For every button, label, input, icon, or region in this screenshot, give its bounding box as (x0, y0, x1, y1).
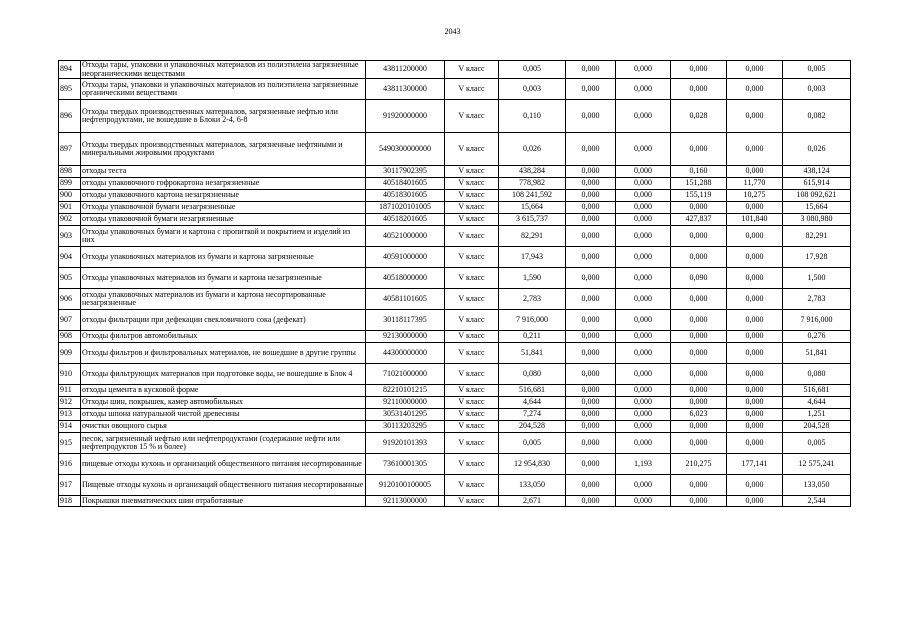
value-col-1: 0,211 (499, 331, 566, 343)
row-number: 909 (59, 343, 81, 364)
table-row (59, 166, 851, 178)
value-col-5: 0,000 (727, 343, 783, 364)
value-col-1: 0,026 (499, 133, 566, 166)
value-col-3: 0,000 (616, 310, 671, 331)
value-col-5: 0,000 (727, 133, 783, 166)
row-number: 899 (59, 178, 81, 190)
value-col-1: 438,284 (499, 166, 566, 178)
waste-code: 43811300000 (366, 79, 445, 100)
value-col-2: 0,000 (566, 364, 616, 385)
value-col-4: 151,288 (671, 178, 727, 190)
value-col-3: 0,000 (616, 433, 671, 454)
waste-name: отходы шпона натуральной чистой древесины (81, 409, 366, 421)
value-col-1: 0,110 (499, 100, 566, 133)
value-col-4: 0,000 (671, 331, 727, 343)
value-col-2: 0,000 (566, 61, 616, 79)
waste-code: 43811200000 (366, 61, 445, 79)
value-col-2: 0,000 (566, 214, 616, 226)
value-col-2: 0,000 (566, 79, 616, 100)
waste-code: 92130000000 (366, 331, 445, 343)
table-row (59, 289, 851, 310)
waste-code: 30531401295 (366, 409, 445, 421)
waste-code: 92110000000 (366, 397, 445, 409)
value-col-4: 0,000 (671, 496, 727, 507)
value-col-3: 0,000 (616, 178, 671, 190)
waste-code: 5490300000000 (366, 133, 445, 166)
value-col-1: 1,590 (499, 268, 566, 289)
table-row (59, 397, 851, 409)
value-col-2: 0,000 (566, 247, 616, 268)
waste-name: отходы упаковочной бумаги незагрязненные (81, 214, 366, 226)
waste-name: отходы цемента в кусковой форме (81, 385, 366, 397)
table-row (59, 385, 851, 397)
value-col-6: 108 092,621 (783, 190, 851, 202)
value-col-2: 0,000 (566, 475, 616, 496)
value-col-4: 0,028 (671, 100, 727, 133)
value-col-6: 17,928 (783, 247, 851, 268)
row-number: 895 (59, 79, 81, 100)
value-col-4: 210,275 (671, 454, 727, 475)
waste-name: Покрышки пневматических шин отработанные (81, 496, 366, 507)
row-number: 900 (59, 190, 81, 202)
hazard-class: V класс (445, 100, 499, 133)
value-col-3: 0,000 (616, 100, 671, 133)
value-col-2: 0,000 (566, 133, 616, 166)
waste-code: 40581101605 (366, 289, 445, 310)
table-row (59, 202, 851, 214)
value-col-6: 0,026 (783, 133, 851, 166)
value-col-2: 0,000 (566, 433, 616, 454)
value-col-3: 0,000 (616, 331, 671, 343)
value-col-6: 133,050 (783, 475, 851, 496)
hazard-class: V класс (445, 289, 499, 310)
hazard-class: V класс (445, 421, 499, 433)
waste-code: 44300000000 (366, 343, 445, 364)
row-number: 894 (59, 61, 81, 79)
waste-code: 30117902395 (366, 166, 445, 178)
row-number: 916 (59, 454, 81, 475)
value-col-4: 0,000 (671, 433, 727, 454)
value-col-6: 4,644 (783, 397, 851, 409)
value-col-6: 204,528 (783, 421, 851, 433)
value-col-3: 1,193 (616, 454, 671, 475)
hazard-class: V класс (445, 190, 499, 202)
value-col-5: 10,275 (727, 190, 783, 202)
waste-code: 91920000000 (366, 100, 445, 133)
table-row (59, 331, 851, 343)
value-col-5: 0,000 (727, 289, 783, 310)
table-row (59, 178, 851, 190)
waste-name: песок, загрязненный нефтью или нефтепродуктами (содержание нефти или нефтепродуктов 15 % и более) (81, 433, 366, 454)
hazard-class: V класс (445, 202, 499, 214)
hazard-class: V класс (445, 496, 499, 507)
waste-name: Отходы упаковочных материалов из бумаги и картона незагрязненные (81, 268, 366, 289)
table-row (59, 79, 851, 100)
value-col-5: 0,000 (727, 421, 783, 433)
value-col-4: 0,000 (671, 226, 727, 247)
value-col-3: 0,000 (616, 268, 671, 289)
value-col-1: 15,664 (499, 202, 566, 214)
value-col-1: 17,943 (499, 247, 566, 268)
value-col-1: 2,671 (499, 496, 566, 507)
value-col-1: 82,291 (499, 226, 566, 247)
table-row (59, 409, 851, 421)
value-col-3: 0,000 (616, 79, 671, 100)
value-col-1: 2,783 (499, 289, 566, 310)
table-row (59, 100, 851, 133)
waste-name: Отходы твердых производственных материалов, загрязненные нефтяными и минеральными жировыми продуктами (81, 133, 366, 166)
value-col-4: 0,000 (671, 385, 727, 397)
waste-code: 92113000000 (366, 496, 445, 507)
value-col-2: 0,000 (566, 385, 616, 397)
value-col-6: 51,841 (783, 343, 851, 364)
table-row (59, 454, 851, 475)
value-col-2: 0,000 (566, 421, 616, 433)
value-col-3: 0,000 (616, 343, 671, 364)
row-number: 896 (59, 100, 81, 133)
hazard-class: V класс (445, 61, 499, 79)
value-col-6: 82,291 (783, 226, 851, 247)
value-col-6: 15,664 (783, 202, 851, 214)
value-col-2: 0,000 (566, 454, 616, 475)
value-col-4: 0,090 (671, 268, 727, 289)
value-col-6: 516,681 (783, 385, 851, 397)
value-col-2: 0,000 (566, 190, 616, 202)
waste-code: 40518401605 (366, 178, 445, 190)
row-number: 903 (59, 226, 81, 247)
table-row (59, 475, 851, 496)
row-number: 904 (59, 247, 81, 268)
table-row (59, 364, 851, 385)
value-col-5: 0,000 (727, 61, 783, 79)
value-col-5: 0,000 (727, 385, 783, 397)
value-col-5: 0,000 (727, 331, 783, 343)
row-number: 912 (59, 397, 81, 409)
value-col-3: 0,000 (616, 190, 671, 202)
waste-name: Отходы тары, упаковки и упаковочных материалов из полиэтилена загрязненные органическими веществами (81, 79, 366, 100)
value-col-1: 0,003 (499, 79, 566, 100)
value-col-3: 0,000 (616, 421, 671, 433)
value-col-2: 0,000 (566, 202, 616, 214)
value-col-6: 7 916,000 (783, 310, 851, 331)
value-col-3: 0,000 (616, 364, 671, 385)
value-col-4: 0,000 (671, 247, 727, 268)
value-col-6: 12 575,241 (783, 454, 851, 475)
hazard-class: V класс (445, 133, 499, 166)
hazard-class: V класс (445, 475, 499, 496)
table-row (59, 268, 851, 289)
hazard-class: V класс (445, 247, 499, 268)
waste-name: отходы упаковочных материалов из бумаги и картона несортированные незагрязненные (81, 289, 366, 310)
value-col-3: 0,000 (616, 166, 671, 178)
value-col-2: 0,000 (566, 226, 616, 247)
hazard-class: V класс (445, 343, 499, 364)
waste-name: очистки овощного сырья (81, 421, 366, 433)
value-col-2: 0,000 (566, 268, 616, 289)
waste-code: 30113203295 (366, 421, 445, 433)
value-col-6: 0,080 (783, 364, 851, 385)
waste-code: 73610001305 (366, 454, 445, 475)
value-col-6: 0,276 (783, 331, 851, 343)
value-col-5: 0,000 (727, 433, 783, 454)
value-col-5: 0,000 (727, 409, 783, 421)
value-col-2: 0,000 (566, 409, 616, 421)
row-number: 898 (59, 166, 81, 178)
waste-name: Отходы фильтров и фильтровальных материалов, не вошедшие в другие группы (81, 343, 366, 364)
row-number: 908 (59, 331, 81, 343)
value-col-4: 0,000 (671, 421, 727, 433)
hazard-class: V класс (445, 226, 499, 247)
value-col-4: 0,000 (671, 397, 727, 409)
waste-code: 40518301605 (366, 190, 445, 202)
table-row (59, 247, 851, 268)
table-row (59, 133, 851, 166)
value-col-1: 7 916,000 (499, 310, 566, 331)
waste-code: 82210101215 (366, 385, 445, 397)
value-col-5: 0,000 (727, 100, 783, 133)
value-col-4: 0,000 (671, 343, 727, 364)
waste-name: отходы фильтрации при дефекации свекловичного сока (дефекат) (81, 310, 366, 331)
row-number: 902 (59, 214, 81, 226)
value-col-3: 0,000 (616, 202, 671, 214)
value-col-5: 101,840 (727, 214, 783, 226)
value-col-4: 0,000 (671, 133, 727, 166)
table-row (59, 343, 851, 364)
value-col-6: 615,914 (783, 178, 851, 190)
waste-name: Отходы фильтрующих материалов при подготовке воды, не вошедшие в Блок 4 (81, 364, 366, 385)
value-col-5: 0,000 (727, 166, 783, 178)
value-col-2: 0,000 (566, 397, 616, 409)
value-col-4: 0,000 (671, 310, 727, 331)
value-col-1: 51,841 (499, 343, 566, 364)
table-row (59, 226, 851, 247)
value-col-3: 0,000 (616, 475, 671, 496)
value-col-1: 7,274 (499, 409, 566, 421)
value-col-4: 6,023 (671, 409, 727, 421)
waste-code: 30118117395 (366, 310, 445, 331)
value-col-1: 4,644 (499, 397, 566, 409)
value-col-3: 0,000 (616, 289, 671, 310)
row-number: 911 (59, 385, 81, 397)
row-number: 914 (59, 421, 81, 433)
value-col-5: 0,000 (727, 475, 783, 496)
value-col-3: 0,000 (616, 61, 671, 79)
row-number: 905 (59, 268, 81, 289)
waste-name: отходы упаковочного гофрокартона незагрязненные (81, 178, 366, 190)
hazard-class: V класс (445, 397, 499, 409)
waste-code: 40591000000 (366, 247, 445, 268)
row-number: 901 (59, 202, 81, 214)
value-col-1: 0,080 (499, 364, 566, 385)
hazard-class: V класс (445, 433, 499, 454)
waste-name: Отходы упаковочных материалов из бумаги и картона загрязненные (81, 247, 366, 268)
value-col-4: 0,000 (671, 61, 727, 79)
value-col-5: 0,000 (727, 496, 783, 507)
value-col-6: 2,544 (783, 496, 851, 507)
row-number: 918 (59, 496, 81, 507)
hazard-class: V класс (445, 310, 499, 331)
row-number: 910 (59, 364, 81, 385)
value-col-4: 427,837 (671, 214, 727, 226)
value-col-3: 0,000 (616, 247, 671, 268)
hazard-class: V класс (445, 178, 499, 190)
value-col-2: 0,000 (566, 496, 616, 507)
row-number: 917 (59, 475, 81, 496)
value-col-6: 438,124 (783, 166, 851, 178)
value-col-3: 0,000 (616, 397, 671, 409)
value-col-2: 0,000 (566, 178, 616, 190)
value-col-4: 0,160 (671, 166, 727, 178)
value-col-3: 0,000 (616, 409, 671, 421)
value-col-5: 0,000 (727, 202, 783, 214)
value-col-5: 0,000 (727, 79, 783, 100)
waste-name: Пищевые отходы кухонь и организаций общественного питания несортированные (81, 475, 366, 496)
value-col-3: 0,000 (616, 226, 671, 247)
waste-name: Отходы упаковочных бумаги и картона с пропиткой и покрытием и изделий из них (81, 226, 366, 247)
value-col-5: 0,000 (727, 268, 783, 289)
waste-code: 1871020101005 (366, 202, 445, 214)
hazard-class: V класс (445, 364, 499, 385)
table-row (59, 61, 851, 79)
value-col-6: 0,003 (783, 79, 851, 100)
hazard-class: V класс (445, 214, 499, 226)
value-col-1: 778,982 (499, 178, 566, 190)
value-col-3: 0,000 (616, 133, 671, 166)
hazard-class: V класс (445, 331, 499, 343)
table-row (59, 433, 851, 454)
waste-name: Отходы твердых производственных материалов, загрязненные нефтью или нефтепродуктами, не вошедшие в Блоки 2-4, 6-8 (81, 100, 366, 133)
value-col-5: 0,000 (727, 310, 783, 331)
value-col-1: 133,050 (499, 475, 566, 496)
hazard-class: V класс (445, 409, 499, 421)
hazard-class: V класс (445, 385, 499, 397)
table-row (59, 310, 851, 331)
row-number: 913 (59, 409, 81, 421)
value-col-3: 0,000 (616, 214, 671, 226)
table-row (59, 421, 851, 433)
value-col-1: 204,528 (499, 421, 566, 433)
value-col-3: 0,000 (616, 496, 671, 507)
value-col-2: 0,000 (566, 289, 616, 310)
value-col-6: 2,783 (783, 289, 851, 310)
value-col-1: 12 954,830 (499, 454, 566, 475)
value-col-1: 108 241,592 (499, 190, 566, 202)
value-col-6: 0,005 (783, 433, 851, 454)
value-col-1: 0,005 (499, 433, 566, 454)
table-row (59, 214, 851, 226)
hazard-class: V класс (445, 268, 499, 289)
waste-name: Отходы шин, покрышек, камер автомобильных (81, 397, 366, 409)
waste-name: отходы упаковочного картона незагрязненные (81, 190, 366, 202)
waste-name: пищевые отходы кухонь и организаций общественного питания несортированные (81, 454, 366, 475)
value-col-4: 0,000 (671, 202, 727, 214)
value-col-4: 155,119 (671, 190, 727, 202)
table-row (59, 190, 851, 202)
value-col-3: 0,000 (616, 385, 671, 397)
waste-code: 9120100100005 (366, 475, 445, 496)
row-number: 915 (59, 433, 81, 454)
value-col-2: 0,000 (566, 331, 616, 343)
value-col-6: 1,251 (783, 409, 851, 421)
value-col-5: 0,000 (727, 397, 783, 409)
value-col-4: 0,000 (671, 79, 727, 100)
value-col-5: 11,770 (727, 178, 783, 190)
waste-name: Отходы упаковочной бумаги незагрязненные (81, 202, 366, 214)
value-col-6: 0,005 (783, 61, 851, 79)
waste-name: Отходы тары, упаковки и упаковочных материалов из полиэтилена загрязненные неорганическими веществами (81, 61, 366, 79)
value-col-2: 0,000 (566, 343, 616, 364)
value-col-2: 0,000 (566, 310, 616, 331)
value-col-1: 0,005 (499, 61, 566, 79)
waste-code: 40518201605 (366, 214, 445, 226)
hazard-class: V класс (445, 454, 499, 475)
value-col-5: 0,000 (727, 364, 783, 385)
waste-name: отходы теста (81, 166, 366, 178)
page-number: 2043 (444, 27, 461, 36)
value-col-6: 1,500 (783, 268, 851, 289)
waste-code: 91920101393 (366, 433, 445, 454)
waste-code: 40518000000 (366, 268, 445, 289)
value-col-4: 0,000 (671, 364, 727, 385)
value-col-4: 0,000 (671, 289, 727, 310)
waste-name: Отходы фильтров автомобильных (81, 331, 366, 343)
row-number: 897 (59, 133, 81, 166)
table-body (59, 61, 851, 507)
table-row (59, 496, 851, 507)
hazard-class: V класс (445, 79, 499, 100)
value-col-2: 0,000 (566, 100, 616, 133)
waste-code: 40521000000 (366, 226, 445, 247)
row-number: 906 (59, 289, 81, 310)
value-col-2: 0,000 (566, 166, 616, 178)
value-col-1: 516,681 (499, 385, 566, 397)
value-col-4: 0,000 (671, 475, 727, 496)
value-col-5: 177,141 (727, 454, 783, 475)
waste-code: 71021000000 (366, 364, 445, 385)
value-col-1: 3 615,737 (499, 214, 566, 226)
value-col-5: 0,000 (727, 226, 783, 247)
value-col-6: 3 080,980 (783, 214, 851, 226)
hazard-class: V класс (445, 166, 499, 178)
waste-table (58, 60, 851, 507)
value-col-5: 0,000 (727, 247, 783, 268)
row-number: 907 (59, 310, 81, 331)
value-col-6: 0,082 (783, 100, 851, 133)
